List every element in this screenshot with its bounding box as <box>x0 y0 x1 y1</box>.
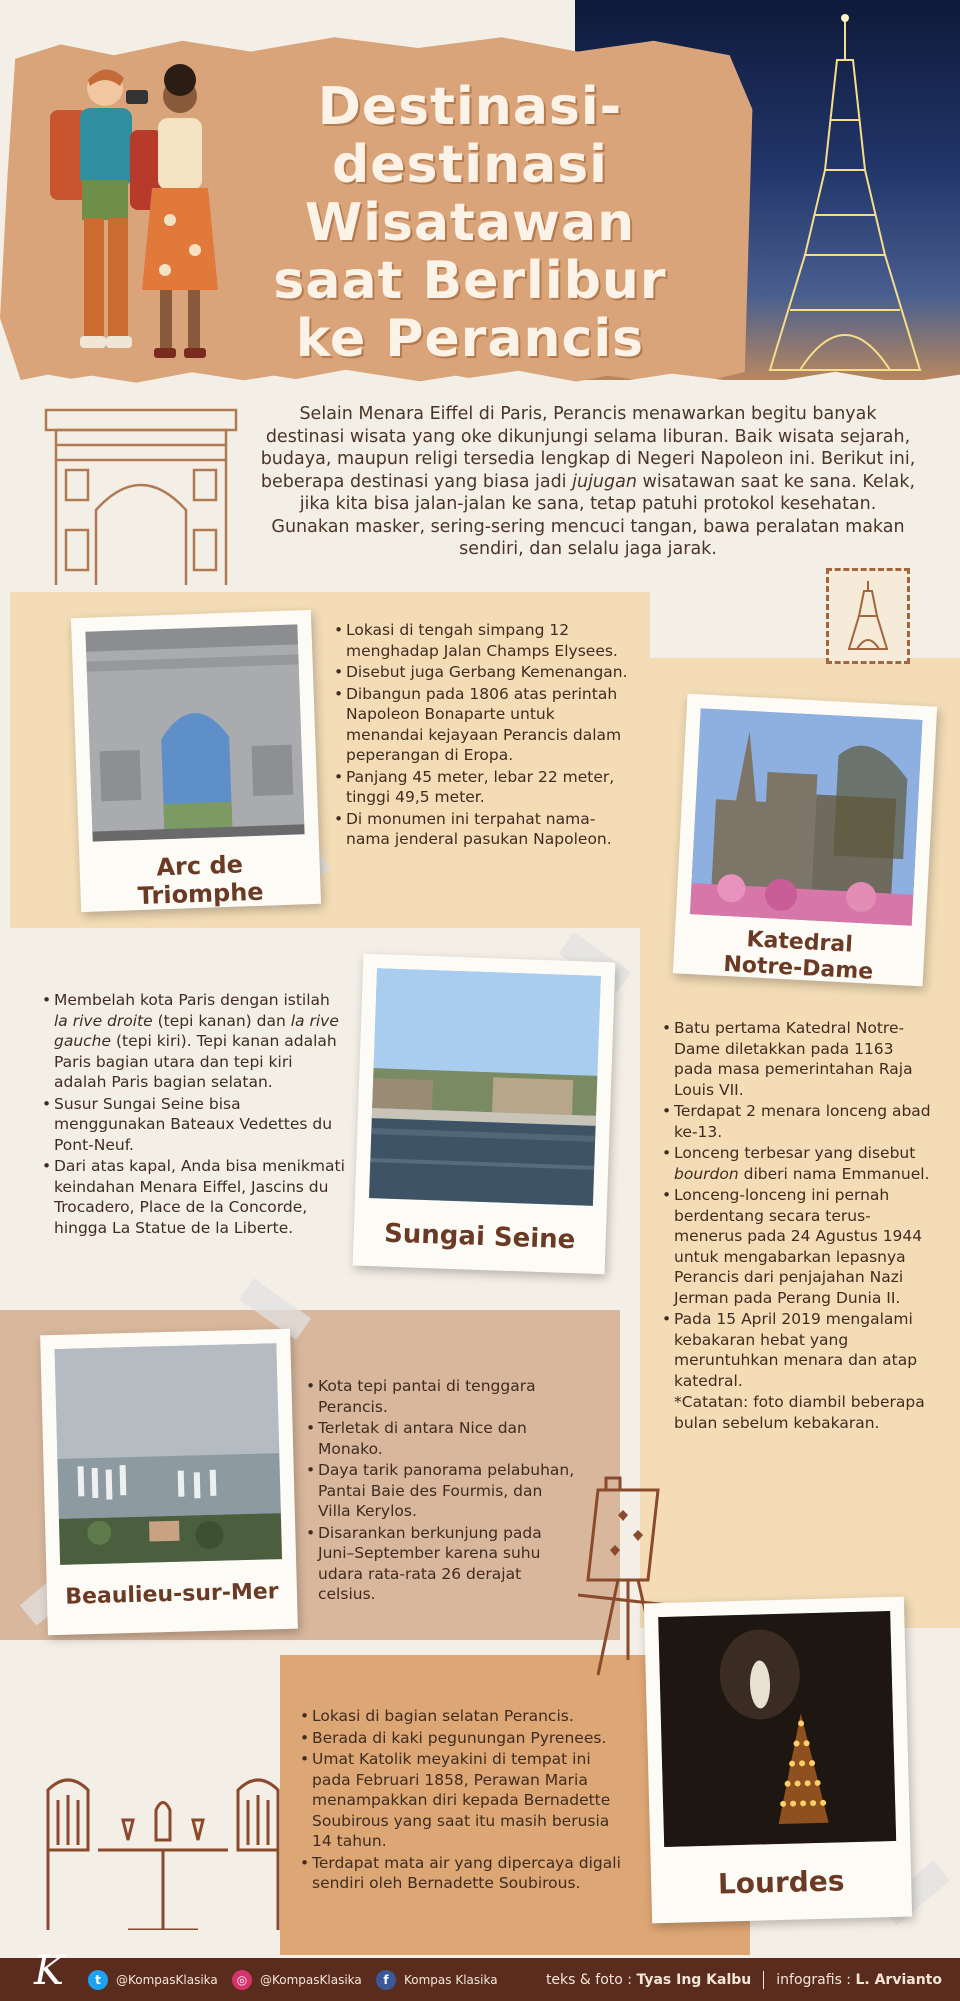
facebook-icon: f <box>376 1970 396 1990</box>
twitter-link[interactable] <box>88 1970 218 1990</box>
footer-bar <box>0 1958 960 2001</box>
seine-caption: Sungai Seine <box>383 1218 576 1256</box>
twitter-handle: @KompasKlasika <box>116 1973 218 1987</box>
list-item <box>42 990 348 1093</box>
title-line: Wisatawan <box>304 193 636 253</box>
list-item: • Berada di kaki pegunungan Pyrenees. <box>300 1728 630 1749</box>
intro-text: Selain Menara Eiffel di Paris, Perancis menawarkan begitu banyak destinasi wisata yang oke dikunjungi selama liburan. Baik wisata sejarah, budaya, maupun religi tersedia lengkap di Negeri Napoleon ini. Berikut ini, beberapa destinasi yang biasa jadi <box>260 404 916 492</box>
seine-facts <box>42 990 348 1239</box>
list-text: (tepi kiri). Tepi kanan adalah Paris bagian utara dan tepi kiri adalah Paris bagian selatan. <box>54 1032 337 1091</box>
lourdes-caption: Lourdes <box>717 1864 845 1901</box>
arc-de-triomphe-sketch-icon <box>36 400 246 590</box>
instagram-icon: ◎ <box>232 1970 252 1990</box>
notre-dame-card <box>673 694 937 987</box>
credits <box>546 1971 942 1989</box>
page-title <box>260 78 680 368</box>
caption-line: Notre-Dame <box>722 951 874 985</box>
list-item: • Terdapat mata air yang dipercaya digali sendiri oleh Bernadette Soubirous. <box>300 1853 630 1894</box>
list-item: • Pada 15 April 2019 mengalami kebakaran hebat yang meruntuhkan menara dan atap katedral. <box>662 1309 934 1391</box>
list-item <box>662 1143 934 1184</box>
notre-dame-facts <box>662 1018 934 1434</box>
lourdes-card <box>644 1597 912 1924</box>
list-item: • Terletak di antara Nice dan Monako. <box>306 1418 578 1459</box>
italic-term: bourdon <box>674 1164 739 1183</box>
seine-card <box>353 954 616 1275</box>
list-item: • Lokasi di bagian selatan Perancis. <box>300 1706 630 1727</box>
instagram-link[interactable] <box>232 1970 362 1990</box>
notre-dame-photo <box>690 708 922 925</box>
instagram-handle: @KompasKlasika <box>260 1973 362 1987</box>
list-item: • Daya tarik panorama pelabuhan, Pantai Baie des Fourmis, dan Villa Kerylos. <box>306 1460 578 1522</box>
list-text: Membelah kota Paris dengan istilah <box>54 991 330 1009</box>
title-line: ke Perancis <box>295 309 645 369</box>
arc-de-triomphe-photo <box>85 624 304 841</box>
facebook-handle: Kompas Klasika <box>404 1973 498 1987</box>
list-item: • Susur Sungai Seine bisa menggunakan Bateaux Vedettes du Pont-Neuf. <box>42 1094 348 1156</box>
list-text: (tepi kanan) dan <box>152 1011 291 1030</box>
list-item: • Di monumen ini terpahat nama-nama jenderal pasukan Napoleon. <box>334 809 634 850</box>
list-item: • Disarankan berkunjung pada Juni–September karena suhu udara rata-rata 26 derajat celsius. <box>306 1523 578 1605</box>
eiffel-stamp-icon <box>826 568 910 664</box>
lourdes-facts <box>300 1706 630 1895</box>
photo-note: *Catatan: foto diambil beberapa bulan sebelum kebakaran. <box>674 1393 925 1432</box>
list-item: • Disebut juga Gerbang Kemenangan. <box>334 662 634 683</box>
intro-italic-term: jujugan <box>572 471 637 492</box>
list-text: diberi nama Emmanuel. <box>738 1164 930 1183</box>
list-item: • Dibangun pada 1806 atas perintah Napoleon Bonaparte untuk menandai kejayaan Perancis dalam peperangan di Eropa. <box>334 684 634 766</box>
list-item: • Lokasi di tengah simpang 12 menghadap Jalan Champs Elysees. <box>334 620 634 661</box>
list-item: • Dari atas kapal, Anda bisa menikmati keindahan Menara Eiffel, Jascins du Trocadero, Place de la Concorde, hingga La Statue de la Liberte. <box>42 1156 348 1238</box>
beaulieu-card <box>40 1329 298 1635</box>
beaulieu-photo <box>54 1343 282 1565</box>
list-item: • Terdapat 2 menara lonceng abad ke-13. <box>662 1101 934 1142</box>
title-line: destinasi <box>331 135 608 195</box>
credit-name: Tyas Ing Kalbu <box>636 1972 752 1988</box>
seine-photo <box>369 968 601 1206</box>
arc-de-triomphe-facts <box>334 620 634 851</box>
arc-de-triomphe-card <box>71 610 321 912</box>
caption-line: Katedral <box>745 927 854 958</box>
list-item: • Kota tepi pantai di tenggara Perancis. <box>306 1376 578 1417</box>
kompas-logo: K <box>34 1948 64 1994</box>
italic-term: la rive gauche <box>54 1011 339 1050</box>
lourdes-photo <box>658 1611 896 1847</box>
title-line: saat Berlibur <box>273 251 667 311</box>
twitter-icon: t <box>88 1970 108 1990</box>
list-text: Lonceng terbesar yang disebut <box>674 1144 916 1162</box>
credit-label: infografis : <box>776 1972 856 1988</box>
divider <box>763 1971 764 1989</box>
travelers-illustration <box>30 60 240 400</box>
arc-de-triomphe-caption: Arc de Triomphe <box>137 850 265 911</box>
list-item: • Lonceng-lonceng ini pernah berdentang secara terus-menerus pada 24 Agustus 1944 untuk mengabarkan lepasnya Perancis dari penjajahan Nazi Jerman pada Perang Dunia II. <box>662 1185 934 1308</box>
intro-text: wisatawan saat ke sana. Kelak, jika kita bisa jalan-jalan ke sana, tetap patuhi protokol kesehatan. Gunakan masker, sering-sering mencuci tangan, bawa peralatan makan sendiri, dan selalu jaga jarak. <box>271 471 916 559</box>
facebook-link[interactable] <box>376 1970 498 1990</box>
credit-label: teks & foto : <box>545 1972 637 1988</box>
list-item: • Batu pertama Katedral Notre-Dame diletakkan pada 1163 pada masa pemerintahan Raja Louis VII. <box>662 1018 934 1100</box>
beaulieu-caption: Beaulieu-sur-Mer <box>64 1579 279 1610</box>
intro-paragraph <box>258 403 918 561</box>
credit-name: L. Arvianto <box>855 1972 942 1988</box>
cafe-table-sketch-icon <box>38 1730 288 1930</box>
italic-term: la rive droite <box>54 1011 153 1030</box>
list-item: • Panjang 45 meter, lebar 22 meter, tinggi 49,5 meter. <box>334 767 634 808</box>
title-line: Destinasi- <box>317 77 623 137</box>
beaulieu-facts <box>306 1376 578 1606</box>
list-item: • Umat Katolik meyakini di tempat ini pada Februari 1858, Perawan Maria menampakkan diri kepada Bernadette Soubirous yang saat itu masih berusia 14 tahun. <box>300 1749 630 1852</box>
